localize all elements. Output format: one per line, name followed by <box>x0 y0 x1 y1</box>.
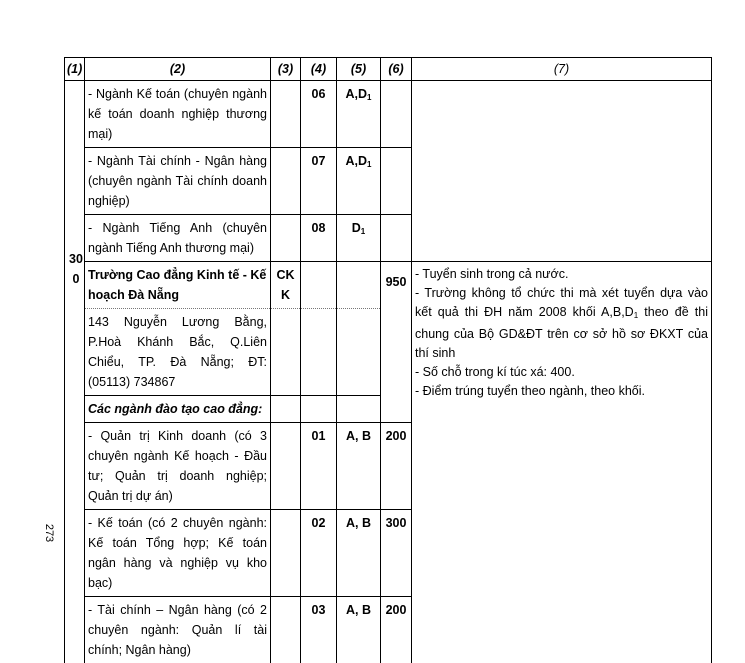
section-title: Các ngành đào tạo cao đẳng: <box>85 396 271 423</box>
major-block: A, B <box>337 510 381 597</box>
major-code: 02 <box>301 510 337 597</box>
col-header-2: (2) <box>85 58 271 81</box>
major-name: - Ngành Kế toán (chuyên ngành kế toán doanh nghiệp thương mại) <box>85 81 271 148</box>
school-code: CKK <box>271 262 301 309</box>
col-header-7: (7) <box>412 58 712 81</box>
major-block: A, B <box>337 597 381 663</box>
col-header-1: (1) <box>65 58 85 81</box>
major-block: $A,D_1$ <box>337 81 381 148</box>
header-row <box>65 58 712 81</box>
major-code: 01 <box>301 423 337 510</box>
major-name: - Quản trị Kinh doanh (có 3 chuyên ngành Kế hoạch - Đầu tư; Quản trị doanh nghiệp; Quản trị dự án) <box>85 423 271 510</box>
col-header-4: (4) <box>301 58 337 81</box>
school-name: Trường Cao đẳng Kinh tế - Kế hoạch Đà Nẵng <box>85 262 271 309</box>
admissions-table <box>64 57 712 663</box>
school-address: 143 Nguyễn Lương Bằng, P.Hoà Khánh Bắc, Q.Liên Chiểu, TP. Đà Nẵng; ĐT: (05113) 734867 <box>85 309 271 396</box>
school-row <box>65 262 712 309</box>
school-notes: - Tuyển sinh trong cả nước. - Trường không tổ chức thi mà xét tuyển dựa vào kết quả thi ĐH năm 2008 khối $A,B,D_1$ theo đề thi chung của Bộ GD&ĐT trên cơ sở hồ sơ ĐKXT của thí sinh - Số chỗ trong kí túc xá: 400. - Điểm trúng tuyển theo ngành, theo khối. <box>412 262 712 663</box>
major-code: 06 <box>301 81 337 148</box>
col-header-5: (5) <box>337 58 381 81</box>
major-quota: 300 <box>381 510 412 597</box>
major-name: - Ngành Tiếng Anh (chuyên ngành Tiếng Anh thương mại) <box>85 215 271 262</box>
major-code: 03 <box>301 597 337 663</box>
table-row <box>65 81 712 148</box>
major-quota: 200 <box>381 597 412 663</box>
major-code: 07 <box>301 148 337 215</box>
major-quota: 200 <box>381 423 412 510</box>
major-name: - Ngành Tài chính - Ngân hàng (chuyên ngành Tài chính doanh nghiệp) <box>85 148 271 215</box>
major-block: $A,D_1$ <box>337 148 381 215</box>
school-number: 300 <box>67 249 85 289</box>
school-quota: 950 <box>381 262 412 423</box>
major-block: $D_1$ <box>337 215 381 262</box>
page-number: 273 <box>43 524 55 542</box>
col-header-6: (6) <box>381 58 412 81</box>
col-header-3: (3) <box>271 58 301 81</box>
major-name: - Kế toán (có 2 chuyên ngành: Kế toán Tổng hợp; Kế toán ngân hàng và nghiệp vụ kho bạc) <box>85 510 271 597</box>
major-code: 08 <box>301 215 337 262</box>
major-name: - Tài chính – Ngân hàng (có 2 chuyên ngành: Quản lí tài chính; Ngân hàng) <box>85 597 271 663</box>
major-block: A, B <box>337 423 381 510</box>
